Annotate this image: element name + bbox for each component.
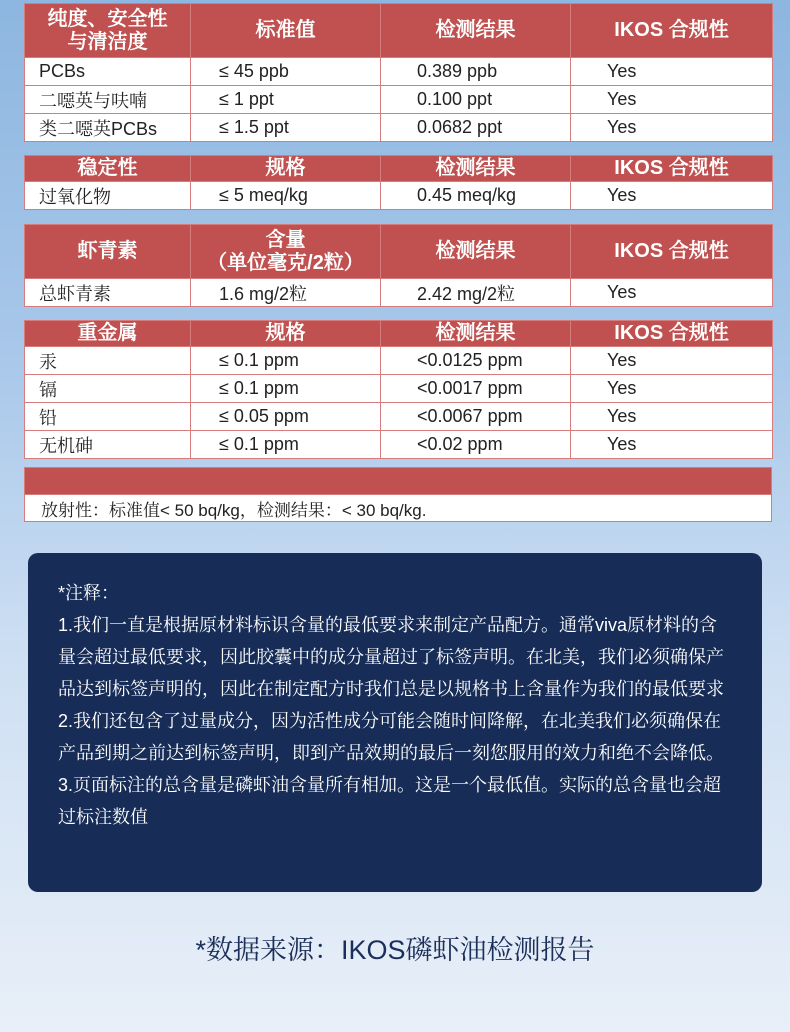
table-row [25,182,773,210]
notes-title: *注释： [58,583,120,603]
column-header: 虾青素 [25,225,191,279]
table-cell: ≤ 1.5 ppt [191,114,381,142]
column-header: 检测结果 [381,4,571,58]
table-cell: 汞 [25,347,191,375]
table-cell: Yes [571,182,773,210]
table-cell: Yes [571,58,773,86]
table-row [25,431,773,459]
column-header: IKOS 合规性 [571,156,773,182]
table-cell: <0.0125 ppm [381,347,571,375]
table-row [25,86,773,114]
notes-box [28,553,762,892]
table-cell: 过氧化物 [25,182,191,210]
table-cell: ≤ 0.1 ppm [191,375,381,403]
table-cell: 二噁英与呋喃 [25,86,191,114]
purity-table [24,3,773,142]
table-cell: Yes [571,279,773,307]
table-cell: Yes [571,86,773,114]
table-cell: <0.02 ppm [381,431,571,459]
table-cell: ≤ 5 meq/kg [191,182,381,210]
table-cell: Yes [571,431,773,459]
heavy-metals-table [24,320,773,459]
column-header: 检测结果 [381,321,571,347]
table-cell: 无机砷 [25,431,191,459]
table-row [25,375,773,403]
table-cell: 0.0682 ppt [381,114,571,142]
column-header: 标准值 [191,4,381,58]
table-cell: 铅 [25,403,191,431]
table-cell: 0.389 ppb [381,58,571,86]
table-row [25,114,773,142]
table-cell: 1.6 mg/2粒 [191,279,381,307]
table-cell: Yes [571,114,773,142]
table-row [25,403,773,431]
table-cell: ≤ 1 ppt [191,86,381,114]
column-header: 检测结果 [381,156,571,182]
notes-item: 1.我们一直是根据原材料标识含量的最低要求来制定产品配方。通常viva原材料的含量会超过最低要求，因此胶囊中的成分量超过了标签声明。在北美，我们必须确保产品达到标签声明的，因此在制定配方时我们总是以规格书上含量作为我们的最低要求 [58,615,724,699]
table-cell: ≤ 0.05 ppm [191,403,381,431]
table-cell: <0.0067 ppm [381,403,571,431]
table-cell: ≤ 0.1 ppm [191,431,381,459]
column-header: IKOS 合规性 [571,225,773,279]
column-header: 规格 [191,156,381,182]
table-row [25,279,773,307]
column-header: 纯度、安全性 与清洁度 [25,4,191,58]
table-cell: PCBs [25,58,191,86]
radioactivity-table [24,467,772,522]
table-cell: Yes [571,375,773,403]
radioactivity-text: 放射性：标准值< 50 bq/kg，检测结果：< 30 bq/kg. [25,495,772,522]
data-source: *数据来源：IKOS磷虾油检测报告 [195,935,595,965]
table-cell: ≤ 0.1 ppm [191,347,381,375]
table-cell: 镉 [25,375,191,403]
column-header: IKOS 合规性 [571,321,773,347]
table-row [25,58,773,86]
stability-table [24,155,773,210]
table-cell: 0.100 ppt [381,86,571,114]
table-cell: 类二噁英PCBs [25,114,191,142]
notes-item: 2.我们还包含了过量成分，因为活性成分可能会随时间降解，在北美我们必须确保在产品到期之前达到标签声明，即到产品效期的最后一刻您服用的效力和绝不会降低。 [58,711,724,763]
table-cell: 2.42 mg/2粒 [381,279,571,307]
astaxanthin-table [24,224,773,307]
column-header: 重金属 [25,321,191,347]
table-cell: Yes [571,403,773,431]
radioactivity-header [25,468,772,495]
notes-item: 3.页面标注的总含量是磷虾油含量所有相加。这是一个最低值。实际的总含量也会超过标注数值 [58,775,722,827]
column-header: 稳定性 [25,156,191,182]
table-cell: ≤ 45 ppb [191,58,381,86]
column-header: IKOS 合规性 [571,4,773,58]
table-cell: <0.0017 ppm [381,375,571,403]
table-row [25,347,773,375]
column-header: 检测结果 [381,225,571,279]
column-header: 含量 （单位毫克/2粒） [191,225,381,279]
table-cell: Yes [571,347,773,375]
table-cell: 0.45 meq/kg [381,182,571,210]
table-cell: 总虾青素 [25,279,191,307]
column-header: 规格 [191,321,381,347]
